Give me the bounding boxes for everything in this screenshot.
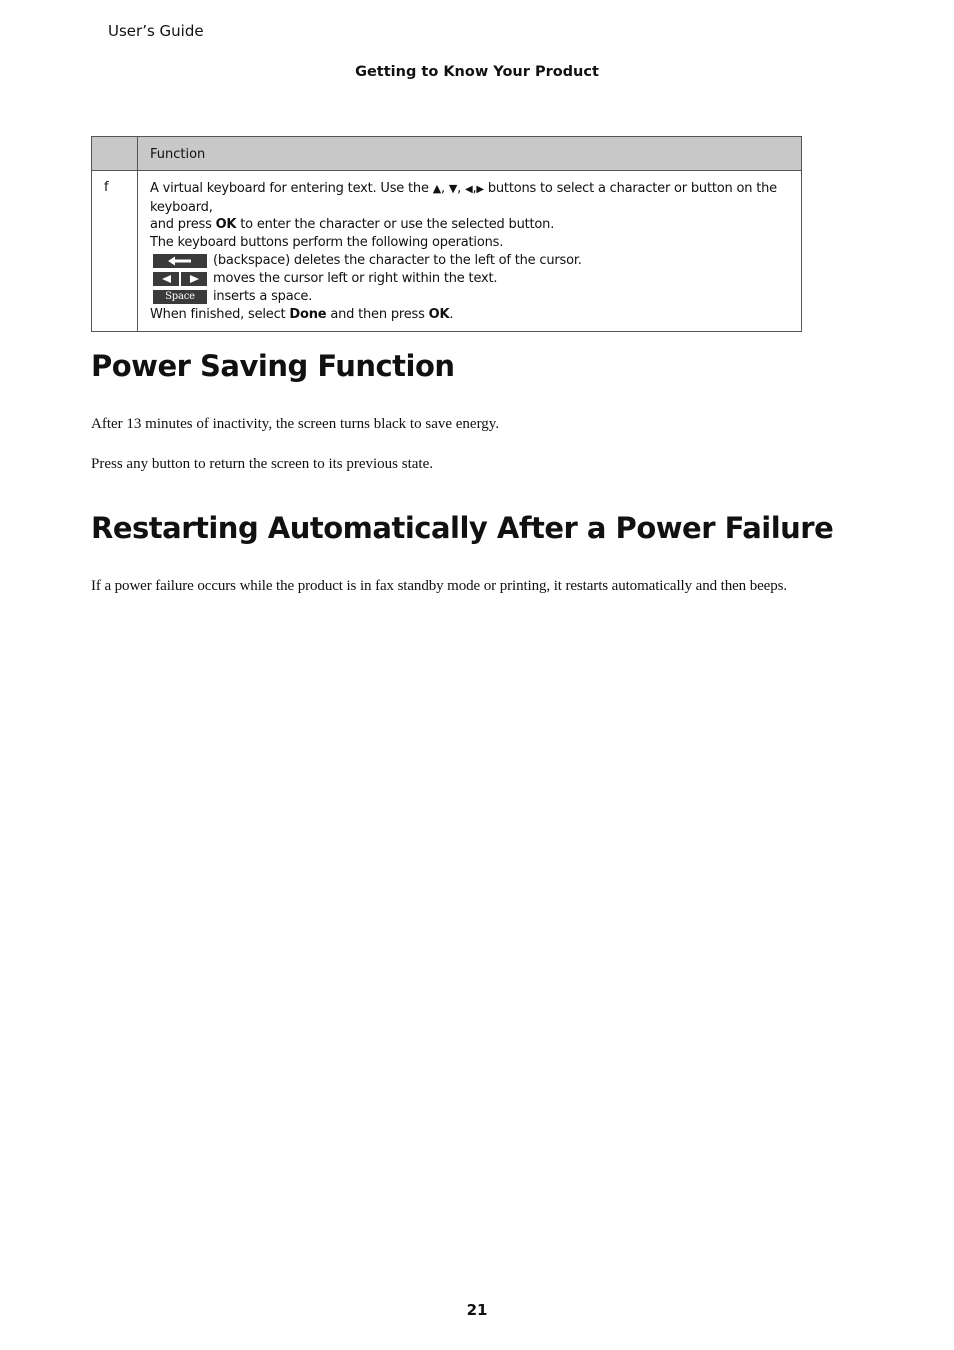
space-key-label: Space [165,290,195,302]
backspace-arrow-icon [153,254,207,268]
intro-text: A virtual keyboard for entering text. Use the [150,181,433,196]
power-saving-paragraph-1: After 13 minutes of inactivity, the screen turns black to save energy. [91,416,500,432]
restart-paragraph: If a power failure occurs while the product is in fax standby mode or printing, it restarts automatically and then beeps. [91,578,788,594]
intro-line [150,180,789,216]
space-key [153,290,207,304]
arrow-left-icon: ◀ [464,184,473,195]
finish-text-mid: and then press [326,306,429,322]
power-saving-paragraph-2: Press any button to return the screen to its previous state. [91,456,434,472]
arrow-down-icon: ▼ [448,182,458,195]
table-header-key [92,137,138,171]
table-header-function: Function [138,137,802,171]
operations-line: The keyboard buttons perform the following operations. [150,235,504,251]
space-description: inserts a space. [213,288,313,304]
table-row [92,171,802,332]
backspace-row [150,252,789,270]
separator: , [472,181,477,196]
cursor-row [150,270,789,288]
backspace-description: (backspace) deletes the character to the left of the cursor. [213,252,582,268]
separator: , [457,181,465,196]
press-text: and press [150,217,216,233]
cursor-buttons [153,272,207,286]
ok-label: OK [215,217,237,233]
cursor-left-icon [153,272,179,286]
finish-text: When finished, select [150,306,290,322]
separator: , [440,181,449,196]
cursor-right-icon [181,272,207,286]
done-label: Done [289,306,327,322]
chapter-title: Getting to Know Your Product [355,64,599,80]
finish-line [150,306,789,324]
page-number: 21 [466,1301,488,1319]
section-heading-restart: Restarting Automatically After a Power Failure [91,511,834,545]
function-table [91,136,802,332]
section-heading-power-saving: Power Saving Function [91,349,455,383]
table-cell-key: f [92,171,138,332]
table-header-row [92,137,802,171]
guide-title: User’s Guide [108,22,204,40]
space-row [150,288,789,306]
press-text-end: to enter the character or use the selected button. [236,217,555,233]
arrow-up-icon: ▲ [432,182,441,195]
ok-label: OK [428,306,450,322]
finish-text-end: . [449,306,454,322]
arrow-right-icon: ▶ [476,184,484,195]
press-line [150,216,789,234]
intro-text-end: buttons to select a character or button on the keyboard, [150,181,777,215]
table-cell-function [138,171,802,332]
cursor-description: moves the cursor left or right within the text. [213,270,498,286]
